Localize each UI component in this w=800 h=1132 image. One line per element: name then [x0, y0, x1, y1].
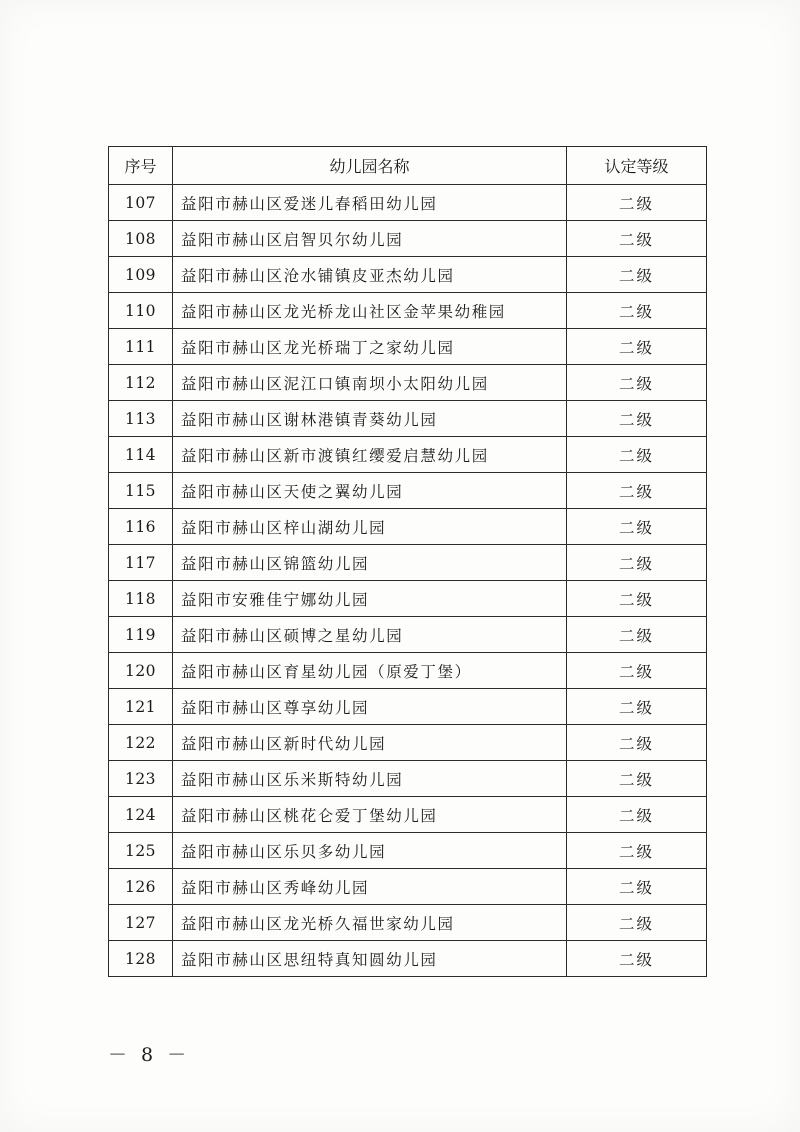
header-name: 幼儿园名称: [173, 147, 567, 185]
table-row: [109, 437, 707, 473]
table-row: [109, 329, 707, 365]
cell-level: 二级: [567, 365, 707, 401]
cell-no: 111: [109, 329, 173, 365]
cell-name: 益阳市赫山区谢林港镇青葵幼儿园: [173, 401, 567, 437]
table-row: [109, 905, 707, 941]
cell-name: 益阳市赫山区泥江口镇南坝小太阳幼儿园: [173, 365, 567, 401]
cell-name: 益阳市赫山区锦篮幼儿园: [173, 545, 567, 581]
table-row: [109, 257, 707, 293]
cell-level: 二级: [567, 833, 707, 869]
cell-name: 益阳市赫山区龙光桥瑞丁之家幼儿园: [173, 329, 567, 365]
table-row: [109, 293, 707, 329]
cell-level: 二级: [567, 581, 707, 617]
cell-name: 益阳市赫山区硕博之星幼儿园: [173, 617, 567, 653]
cell-level: 二级: [567, 617, 707, 653]
cell-level: 二级: [567, 761, 707, 797]
table-row: [109, 725, 707, 761]
cell-name: 益阳市赫山区秀峰幼儿园: [173, 869, 567, 905]
cell-level: 二级: [567, 473, 707, 509]
cell-level: 二级: [567, 257, 707, 293]
cell-name: 益阳市赫山区育星幼儿园（原爱丁堡）: [173, 653, 567, 689]
cell-no: 121: [109, 689, 173, 725]
table-row: [109, 473, 707, 509]
cell-no: 117: [109, 545, 173, 581]
table-row: [109, 941, 707, 977]
cell-no: 107: [109, 185, 173, 221]
cell-no: 115: [109, 473, 173, 509]
cell-no: 113: [109, 401, 173, 437]
cell-no: 120: [109, 653, 173, 689]
header-level: 认定等级: [567, 147, 707, 185]
table-row: [109, 689, 707, 725]
cell-level: 二级: [567, 293, 707, 329]
cell-level: 二级: [567, 905, 707, 941]
cell-name: 益阳市赫山区天使之翼幼儿园: [173, 473, 567, 509]
cell-name: 益阳市赫山区尊享幼儿园: [173, 689, 567, 725]
cell-name: 益阳市赫山区龙光桥久福世家幼儿园: [173, 905, 567, 941]
cell-name: 益阳市赫山区乐米斯特幼儿园: [173, 761, 567, 797]
cell-no: 109: [109, 257, 173, 293]
cell-no: 108: [109, 221, 173, 257]
cell-no: 110: [109, 293, 173, 329]
cell-no: 118: [109, 581, 173, 617]
cell-level: 二级: [567, 797, 707, 833]
table-row: [109, 797, 707, 833]
table-row: [109, 617, 707, 653]
cell-level: 二级: [567, 689, 707, 725]
cell-no: 126: [109, 869, 173, 905]
table-header-row: [109, 147, 707, 185]
table-row: [109, 581, 707, 617]
cell-level: 二级: [567, 725, 707, 761]
table-row: [109, 365, 707, 401]
cell-no: 116: [109, 509, 173, 545]
cell-level: 二级: [567, 401, 707, 437]
table-row: [109, 833, 707, 869]
cell-name: 益阳市安雅佳宁娜幼儿园: [173, 581, 567, 617]
cell-level: 二级: [567, 437, 707, 473]
cell-name: 益阳市赫山区新市渡镇红缨爱启慧幼儿园: [173, 437, 567, 473]
cell-level: 二级: [567, 653, 707, 689]
cell-no: 119: [109, 617, 173, 653]
cell-name: 益阳市赫山区梓山湖幼儿园: [173, 509, 567, 545]
cell-name: 益阳市赫山区沧水铺镇皮亚杰幼儿园: [173, 257, 567, 293]
cell-name: 益阳市赫山区新时代幼儿园: [173, 725, 567, 761]
table-row: [109, 185, 707, 221]
cell-no: 124: [109, 797, 173, 833]
cell-no: 114: [109, 437, 173, 473]
cell-name: 益阳市赫山区思纽特真知圆幼儿园: [173, 941, 567, 977]
table-row: [109, 653, 707, 689]
cell-name: 益阳市赫山区龙光桥龙山社区金苹果幼稚园: [173, 293, 567, 329]
cell-no: 125: [109, 833, 173, 869]
table-row: [109, 509, 707, 545]
table-row: [109, 401, 707, 437]
cell-no: 122: [109, 725, 173, 761]
cell-no: 128: [109, 941, 173, 977]
cell-no: 112: [109, 365, 173, 401]
cell-level: 二级: [567, 941, 707, 977]
cell-name: 益阳市赫山区乐贝多幼儿园: [173, 833, 567, 869]
cell-level: 二级: [567, 545, 707, 581]
table-body: [109, 185, 707, 977]
cell-level: 二级: [567, 221, 707, 257]
cell-name: 益阳市赫山区启智贝尔幼儿园: [173, 221, 567, 257]
table-row: [109, 221, 707, 257]
table-row: [109, 545, 707, 581]
cell-level: 二级: [567, 329, 707, 365]
page-number: － 8 －: [108, 1044, 191, 1066]
cell-name: 益阳市赫山区桃花仑爱丁堡幼儿园: [173, 797, 567, 833]
table-row: [109, 761, 707, 797]
cell-no: 127: [109, 905, 173, 941]
header-no: 序号: [109, 147, 173, 185]
cell-level: 二级: [567, 509, 707, 545]
cell-name: 益阳市赫山区爱迷儿春稻田幼儿园: [173, 185, 567, 221]
cell-no: 123: [109, 761, 173, 797]
kindergarten-table: [108, 146, 707, 977]
table-row: [109, 869, 707, 905]
cell-level: 二级: [567, 185, 707, 221]
cell-level: 二级: [567, 869, 707, 905]
